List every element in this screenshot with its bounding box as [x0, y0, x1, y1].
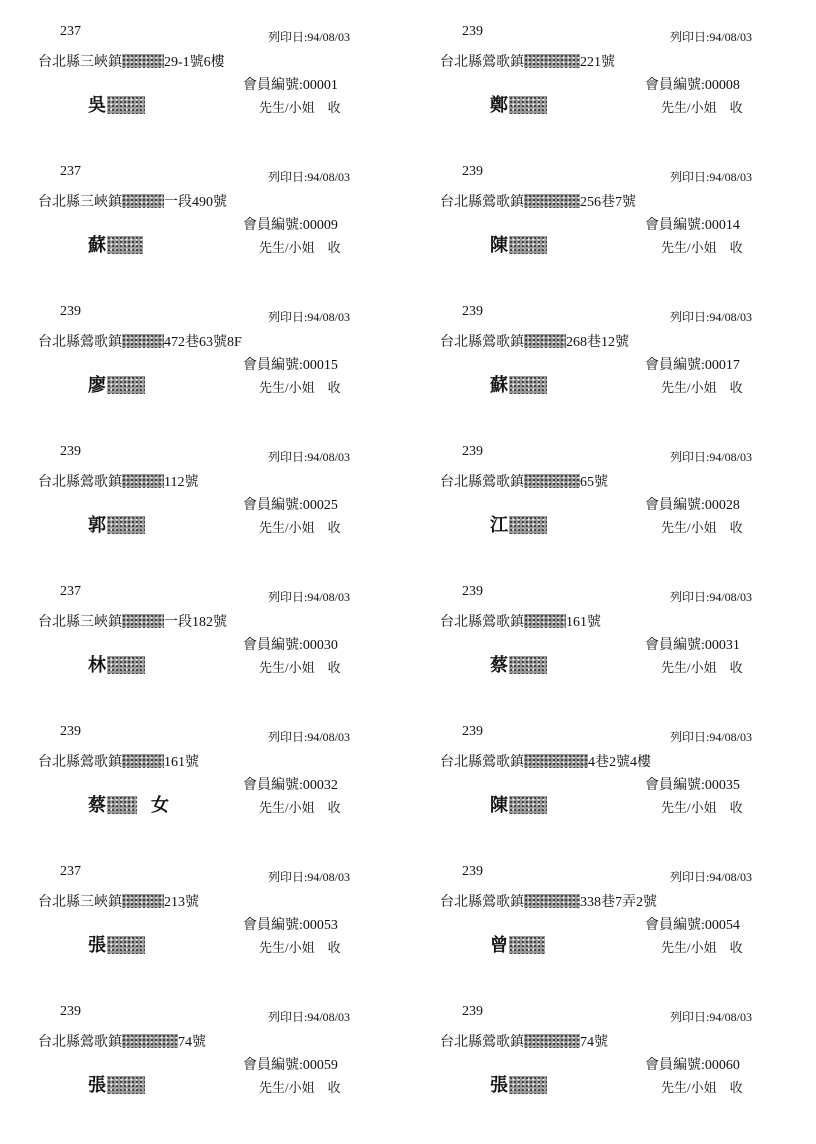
mailing-label [38, 864, 438, 1004]
print-date: 列印日:94/08/03 [670, 590, 753, 604]
redacted-address-block [524, 754, 588, 768]
recipient-name [490, 1071, 547, 1097]
address-line [440, 471, 608, 491]
address-suffix: 一段182號 [164, 615, 227, 630]
redacted-name-block [107, 656, 145, 674]
address-suffix: 268巷12號 [566, 335, 629, 350]
print-date: 列印日:94/08/03 [670, 450, 753, 464]
address-prefix: 台北縣鶯歌鎮 [38, 1035, 122, 1050]
print-date: 列印日:94/08/03 [670, 1010, 753, 1024]
redacted-address-block [122, 194, 164, 208]
postal-code: 239 [462, 164, 483, 179]
recipient-name [88, 651, 145, 677]
recipient-surname: 曾 [490, 935, 509, 956]
salutation: 先生/小姐 收 [259, 660, 341, 675]
recipient-name [490, 651, 547, 677]
member-number: 會員編號:00054 [645, 918, 740, 933]
recipient-name [490, 91, 547, 117]
recipient-surname: 林 [88, 655, 107, 676]
redacted-name-block [107, 96, 145, 114]
recipient-name [490, 231, 547, 257]
redacted-address-block [122, 894, 164, 908]
redacted-address-block [122, 754, 164, 768]
mailing-label [38, 724, 438, 864]
address-prefix: 台北縣鶯歌鎮 [440, 755, 524, 770]
print-date: 列印日:94/08/03 [670, 730, 753, 744]
redacted-name-block [107, 936, 145, 954]
address-suffix: 161號 [566, 615, 601, 630]
address-suffix: 213號 [164, 895, 199, 910]
recipient-name [88, 511, 145, 537]
recipient-name [88, 231, 143, 257]
salutation: 先生/小姐 收 [661, 800, 743, 815]
address-suffix: 256巷7號 [580, 195, 636, 210]
recipient-surname: 蘇 [88, 235, 107, 256]
address-prefix: 台北縣鶯歌鎮 [440, 475, 524, 490]
recipient-surname: 蔡 [88, 795, 107, 816]
member-number: 會員編號:00053 [243, 918, 338, 933]
print-date: 列印日:94/08/03 [670, 310, 753, 324]
member-number: 會員編號:00028 [645, 498, 740, 513]
recipient-surname: 張 [88, 1075, 107, 1096]
recipient-surname: 吳 [88, 95, 107, 116]
member-number: 會員編號:00015 [243, 358, 338, 373]
address-prefix: 台北縣鶯歌鎮 [38, 475, 122, 490]
recipient-name [490, 371, 547, 397]
salutation: 先生/小姐 收 [661, 520, 743, 535]
recipient-surname: 鄭 [490, 95, 509, 116]
redacted-address-block [524, 1034, 580, 1048]
redacted-name-block [107, 516, 145, 534]
redacted-address-block [122, 474, 164, 488]
postal-code: 239 [60, 444, 81, 459]
print-date: 列印日:94/08/03 [268, 870, 351, 884]
postal-code: 239 [462, 444, 483, 459]
postal-code: 239 [60, 1004, 81, 1019]
salutation: 先生/小姐 收 [259, 520, 341, 535]
postal-code: 239 [60, 724, 81, 739]
address-line [440, 751, 651, 771]
recipient-surname: 蔡 [490, 655, 509, 676]
redacted-name-block [107, 236, 143, 254]
print-date: 列印日:94/08/03 [670, 170, 753, 184]
mailing-label [440, 304, 816, 444]
print-date: 列印日:94/08/03 [268, 730, 351, 744]
member-number: 會員編號:00035 [645, 778, 740, 793]
redacted-address-block [122, 54, 164, 68]
recipient-name [490, 931, 545, 957]
print-date: 列印日:94/08/03 [268, 310, 351, 324]
recipient-surname: 江 [490, 515, 509, 536]
address-suffix: 161號 [164, 755, 199, 770]
recipient-surname: 廖 [88, 375, 107, 396]
address-prefix: 台北縣鶯歌鎮 [440, 55, 524, 70]
postal-code: 239 [60, 304, 81, 319]
postal-code: 239 [462, 584, 483, 599]
redacted-name-block [509, 1076, 547, 1094]
member-number: 會員編號:00009 [243, 218, 338, 233]
recipient-surname: 張 [88, 935, 107, 956]
redacted-name-block [509, 96, 547, 114]
redacted-address-block [524, 614, 566, 628]
redacted-address-block [524, 474, 580, 488]
recipient-surname: 陳 [490, 235, 509, 256]
address-prefix: 台北縣鶯歌鎮 [440, 195, 524, 210]
address-prefix: 台北縣三峽鎮 [38, 55, 122, 70]
print-date: 列印日:94/08/03 [670, 30, 753, 44]
mailing-label [38, 584, 438, 724]
redacted-address-block [122, 1034, 178, 1048]
redacted-address-block [524, 894, 580, 908]
redacted-address-block [524, 334, 566, 348]
mailing-label [440, 864, 816, 1004]
address-prefix: 台北縣鶯歌鎮 [38, 755, 122, 770]
member-number: 會員編號:00059 [243, 1058, 338, 1073]
address-line [38, 471, 198, 491]
mailing-label [440, 1004, 816, 1144]
member-number: 會員編號:00014 [645, 218, 740, 233]
address-line [38, 331, 242, 351]
salutation: 先生/小姐 收 [661, 100, 743, 115]
address-suffix: 338巷7弄2號 [580, 895, 657, 910]
salutation: 先生/小姐 收 [661, 660, 743, 675]
address-line [38, 611, 227, 631]
mailing-label [38, 444, 438, 584]
salutation: 先生/小姐 收 [259, 940, 341, 955]
address-line [38, 751, 199, 771]
recipient-name [88, 91, 145, 117]
salutation: 先生/小姐 收 [259, 100, 341, 115]
member-number: 會員編號:00032 [243, 778, 338, 793]
salutation: 先生/小姐 收 [259, 1080, 341, 1095]
address-suffix: 4巷2號4樓 [588, 755, 651, 770]
address-suffix: 74號 [178, 1035, 206, 1050]
member-number: 會員編號:00060 [645, 1058, 740, 1073]
redacted-name-block [509, 936, 545, 954]
address-line [38, 191, 227, 211]
redacted-name-block [509, 516, 547, 534]
redacted-address-block [122, 614, 164, 628]
address-suffix: 29-1號6樓 [164, 55, 225, 70]
recipient-name [490, 791, 547, 817]
postal-code: 239 [462, 304, 483, 319]
mailing-label [440, 164, 816, 304]
salutation: 先生/小姐 收 [259, 800, 341, 815]
address-line [440, 191, 636, 211]
address-prefix: 台北縣鶯歌鎮 [440, 335, 524, 350]
recipient-surname: 蘇 [490, 375, 509, 396]
address-line [440, 51, 615, 71]
recipient-name [88, 931, 145, 957]
recipient-name-suffix: 女 [151, 795, 170, 816]
salutation: 先生/小姐 收 [661, 380, 743, 395]
recipient-name [88, 371, 145, 397]
address-suffix: 221號 [580, 55, 615, 70]
address-line [440, 331, 629, 351]
mailing-label [38, 24, 438, 164]
address-prefix: 台北縣三峽鎮 [38, 895, 122, 910]
redacted-name-block [107, 796, 137, 814]
postal-code: 237 [60, 864, 81, 879]
address-prefix: 台北縣三峽鎮 [38, 615, 122, 630]
member-number: 會員編號:00031 [645, 638, 740, 653]
print-date: 列印日:94/08/03 [670, 870, 753, 884]
mailing-label [440, 444, 816, 584]
postal-code: 239 [462, 864, 483, 879]
address-line [38, 891, 199, 911]
mailing-label [38, 1004, 438, 1144]
postal-code: 239 [462, 1004, 483, 1019]
mailing-label [440, 724, 816, 864]
address-suffix: 472巷63號8F [164, 335, 242, 350]
address-suffix: 74號 [580, 1035, 608, 1050]
mailing-label [38, 304, 438, 444]
address-line [440, 611, 601, 631]
redacted-name-block [509, 796, 547, 814]
postal-code: 237 [60, 164, 81, 179]
mailing-label [440, 24, 816, 164]
address-prefix: 台北縣鶯歌鎮 [440, 615, 524, 630]
address-prefix: 台北縣鶯歌鎮 [440, 1035, 524, 1050]
member-number: 會員編號:00025 [243, 498, 338, 513]
salutation: 先生/小姐 收 [661, 940, 743, 955]
salutation: 先生/小姐 收 [661, 240, 743, 255]
recipient-surname: 陳 [490, 795, 509, 816]
postal-code: 239 [462, 724, 483, 739]
recipient-surname: 郭 [88, 515, 107, 536]
redacted-name-block [509, 376, 547, 394]
mailing-label [440, 584, 816, 724]
address-line [440, 891, 657, 911]
mailing-label [38, 164, 438, 304]
postal-code: 237 [60, 584, 81, 599]
print-date: 列印日:94/08/03 [268, 170, 351, 184]
address-prefix: 台北縣三峽鎮 [38, 195, 122, 210]
address-prefix: 台北縣鶯歌鎮 [38, 335, 122, 350]
print-date: 列印日:94/08/03 [268, 1010, 351, 1024]
redacted-address-block [524, 194, 580, 208]
salutation: 先生/小姐 收 [661, 1080, 743, 1095]
redacted-name-block [509, 236, 547, 254]
recipient-name [88, 1071, 145, 1097]
redacted-name-block [107, 1076, 145, 1094]
postal-code: 237 [60, 24, 81, 39]
member-number: 會員編號:00017 [645, 358, 740, 373]
recipient-surname: 張 [490, 1075, 509, 1096]
redacted-name-block [107, 376, 145, 394]
address-line [38, 1031, 206, 1051]
address-suffix: 112號 [164, 475, 199, 490]
print-date: 列印日:94/08/03 [268, 30, 351, 44]
member-number: 會員編號:00001 [243, 78, 338, 93]
recipient-name [88, 791, 170, 817]
address-suffix: 65號 [580, 475, 608, 490]
member-number: 會員編號:00030 [243, 638, 338, 653]
print-date: 列印日:94/08/03 [268, 450, 351, 464]
print-date: 列印日:94/08/03 [268, 590, 351, 604]
redacted-address-block [524, 54, 580, 68]
address-line [38, 51, 225, 71]
salutation: 先生/小姐 收 [259, 380, 341, 395]
redacted-address-block [122, 334, 164, 348]
postal-code: 239 [462, 24, 483, 39]
address-prefix: 台北縣鶯歌鎮 [440, 895, 524, 910]
address-line [440, 1031, 608, 1051]
recipient-name [490, 511, 547, 537]
address-suffix: 一段490號 [164, 195, 227, 210]
salutation: 先生/小姐 收 [259, 240, 341, 255]
redacted-name-block [509, 656, 547, 674]
member-number: 會員編號:00008 [645, 78, 740, 93]
